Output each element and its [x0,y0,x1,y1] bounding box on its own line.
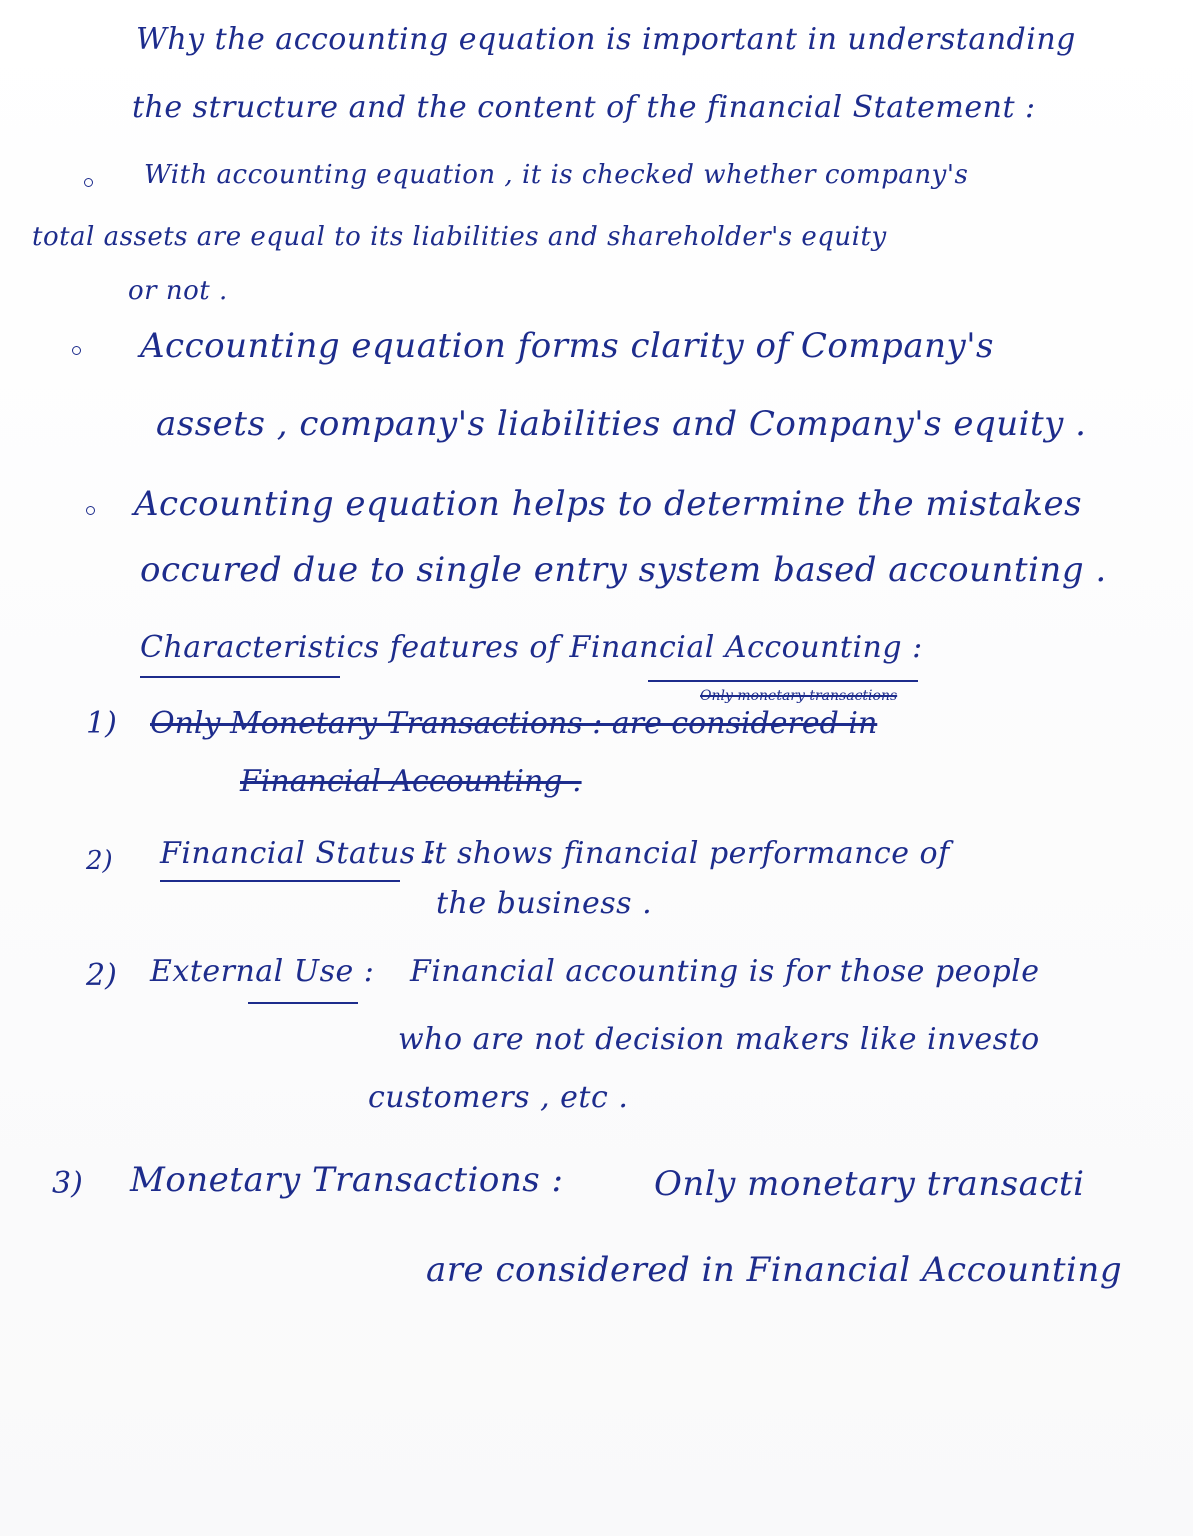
bullet-dot-1 [84,178,93,187]
struck-item-line-2 [240,764,582,799]
item-1-text-line-1: It shows financial performance of [422,836,950,871]
item-3-text-line-1: Only monetary transacti [654,1164,1085,1204]
item-2-label: External Use : [150,954,375,989]
struck-item-number: 1) [86,706,117,741]
section-2-title: Characteristics features of Financial Accounting : [140,630,923,665]
struck-item-line-1-text: Only Monetary Transactions : are considered in [150,706,878,741]
item-2-number: 2) [86,958,117,993]
bullet-dot-3 [86,506,95,515]
item-1-label-underline [160,880,400,882]
item-2-text-line-2: who are not decision makers like investo [398,1022,1040,1057]
item-1-text-line-2: the business . [436,886,653,921]
title-underline-1 [140,676,340,678]
bullet-3-line-1: Accounting equation helps to determine the mistakes [134,484,1083,524]
struck-item-line-1 [150,706,877,741]
struck-insertion: Only monetary transactions [700,688,898,704]
bullet-dot-2 [72,346,81,355]
bullet-2-line-1: Accounting equation forms clarity of Company's [140,326,994,366]
heading-line-1: Why the accounting equation is important in understanding [136,22,1076,57]
item-3-number: 3) [52,1166,83,1201]
title-underline-2 [648,680,918,682]
bullet-3-line-2: occured due to single entry system based accounting . [140,550,1107,590]
item-2-label-underline [248,1002,358,1004]
bullet-1-line-3: or not . [128,276,228,306]
item-1-number: 2) [86,846,113,876]
item-3-label: Monetary Transactions : [130,1160,564,1200]
heading-line-2: the structure and the content of the financial Statement : [132,90,1036,125]
bullet-2-line-2: assets , company's liabilities and Company's equity . [156,404,1087,444]
struck-item-line-2-text: Financial Accounting . [240,764,582,799]
item-2-text-line-3: customers , etc . [368,1080,629,1115]
item-2-text-line-1: Financial accounting is for those people [410,954,1040,989]
bullet-1-line-1: With accounting equation , it is checked whether company's [144,160,969,190]
item-1-label: Financial Status : [160,836,437,871]
bullet-1-line-2: total assets are equal to its liabilities and shareholder's equity [32,222,887,252]
item-3-text-line-2: are considered in Financial Accounting [426,1250,1123,1290]
